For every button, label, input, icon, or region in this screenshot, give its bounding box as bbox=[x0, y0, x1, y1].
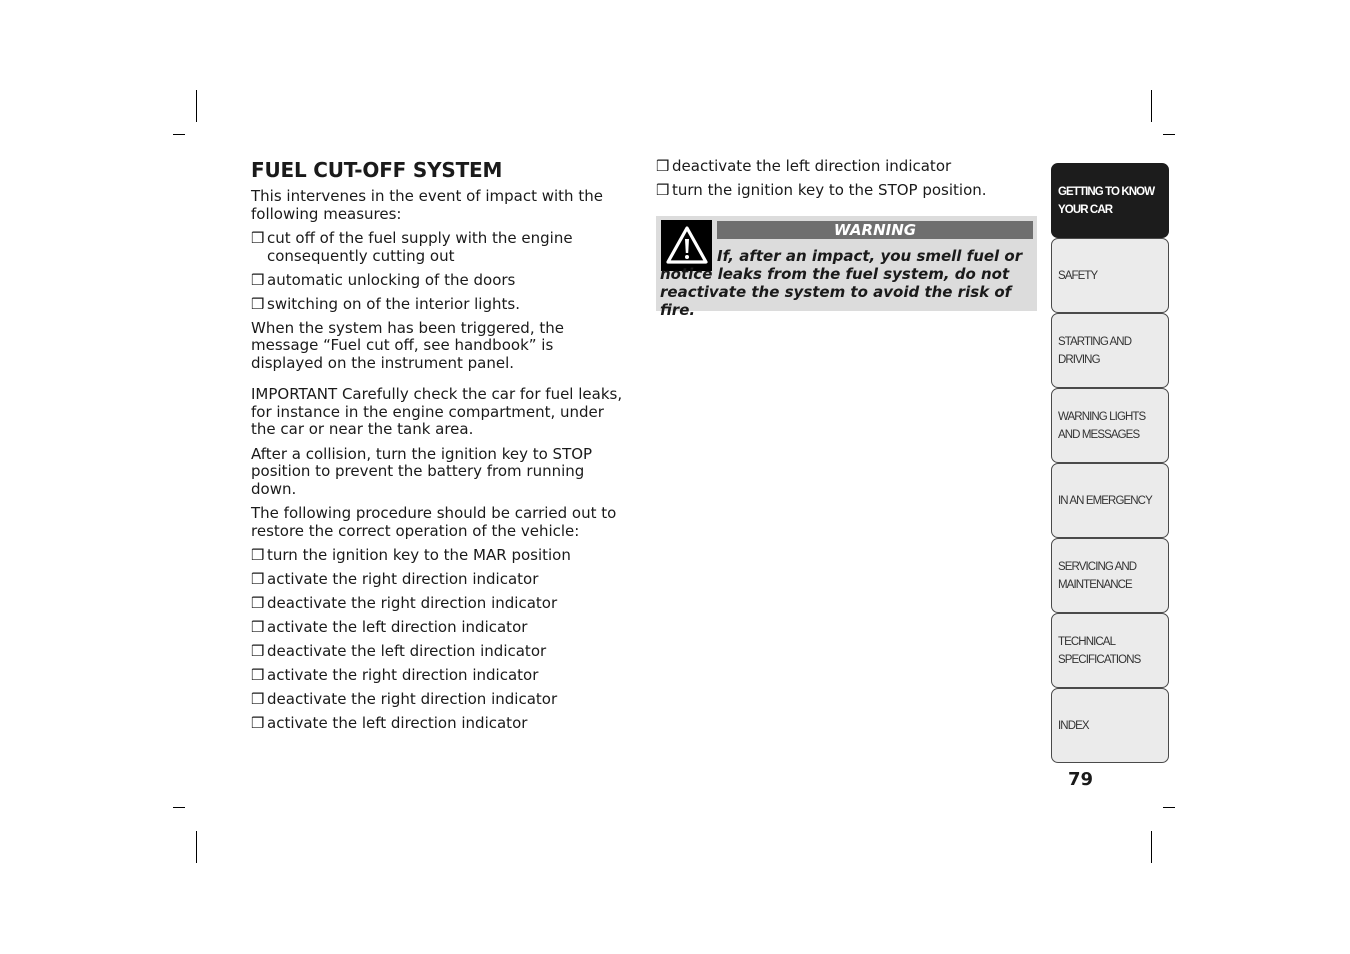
list-item-text: deactivate the right direction indicator bbox=[267, 594, 558, 612]
checkbox-bullet-icon: ❒ bbox=[251, 294, 265, 313]
list-item-text: switching on of the interior lights. bbox=[267, 294, 520, 313]
checkbox-bullet-icon: ❒ bbox=[251, 546, 265, 564]
chapter-tabs bbox=[1051, 163, 1169, 763]
crop-mark bbox=[196, 831, 197, 863]
list-item-text: deactivate the right direction indicator bbox=[267, 690, 558, 708]
collision-paragraph: After a collision, turn the ignition key to STOP position to prevent the battery from running down. bbox=[251, 444, 593, 498]
list-item-text: deactivate the left direction indicator bbox=[267, 642, 547, 660]
list-item-text: activate the left direction indicator bbox=[267, 618, 528, 636]
crop-mark bbox=[196, 90, 197, 122]
list-item bbox=[251, 595, 623, 613]
checkbox-bullet-icon: ❒ bbox=[251, 229, 265, 247]
list-item bbox=[251, 691, 623, 709]
important-paragraph: IMPORTANT Carefully check the car for fuel leaks, for instance in the engine compartment, under the car or near the tank area. bbox=[251, 385, 623, 438]
left-column bbox=[251, 158, 623, 739]
list-item bbox=[251, 643, 623, 661]
procedure-intro: The following procedure should be carried out to restore the correct operation of the vehicle: bbox=[251, 504, 617, 540]
procedure-steps-list bbox=[251, 547, 623, 733]
checkbox-bullet-icon: ❒ bbox=[251, 270, 265, 289]
list-item-text: cut off of the fuel supply with the engine consequently cutting out bbox=[267, 229, 573, 265]
chapter-tab[interactable] bbox=[1051, 463, 1169, 538]
list-item-text: activate the right direction indicator bbox=[267, 570, 539, 588]
page-number: 79 bbox=[1068, 769, 1094, 790]
list-item bbox=[251, 619, 623, 637]
list-item-text: turn the ignition key to the STOP position. bbox=[672, 181, 987, 199]
list-item bbox=[251, 715, 623, 733]
right-column bbox=[656, 157, 1038, 319]
chapter-tab-label: SAFETY bbox=[1058, 269, 1098, 282]
list-item bbox=[251, 296, 623, 314]
crop-mark bbox=[1163, 134, 1175, 135]
checkbox-bullet-icon: ❒ bbox=[656, 181, 670, 199]
chapter-tab-label: STARTING AND DRIVING bbox=[1058, 335, 1132, 366]
checkbox-bullet-icon: ❒ bbox=[251, 642, 265, 660]
chapter-tab-label: INDEX bbox=[1058, 719, 1089, 732]
checkbox-bullet-icon: ❒ bbox=[251, 570, 265, 588]
list-item bbox=[251, 272, 623, 290]
list-item bbox=[656, 182, 1038, 200]
crop-mark bbox=[1163, 807, 1175, 808]
chapter-tab-label: TECHNICAL SPECIFICATIONS bbox=[1058, 635, 1141, 666]
chapter-tab[interactable] bbox=[1051, 613, 1169, 688]
list-item bbox=[251, 667, 623, 685]
chapter-tab-label: WARNING LIGHTS AND MESSAGES bbox=[1058, 410, 1146, 441]
chapter-tab-label: IN AN EMERGENCY bbox=[1058, 494, 1152, 507]
list-item bbox=[656, 158, 1038, 176]
checkbox-bullet-icon: ❒ bbox=[251, 618, 265, 636]
section-title: FUEL CUT-OFF SYSTEM bbox=[251, 158, 503, 182]
crop-mark bbox=[173, 134, 185, 135]
list-item bbox=[251, 571, 623, 589]
warning-text: If, after an impact, you smell fuel or notice leaks from the fuel system, do not reactivate the system to avoid the risk of fire. bbox=[660, 246, 1023, 319]
list-item-text: turn the ignition key to the MAR position bbox=[267, 546, 571, 564]
chapter-tab[interactable] bbox=[1051, 688, 1169, 763]
checkbox-bullet-icon: ❒ bbox=[251, 690, 265, 708]
procedure-steps-list-continued bbox=[656, 158, 1038, 200]
checkbox-bullet-icon: ❒ bbox=[251, 666, 265, 684]
chapter-tab[interactable] bbox=[1051, 388, 1169, 463]
chapter-tab[interactable] bbox=[1051, 538, 1169, 613]
list-item bbox=[251, 547, 623, 565]
list-item-text: activate the right direction indicator bbox=[267, 666, 539, 684]
chapter-tab[interactable] bbox=[1051, 313, 1169, 388]
chapter-tab-label: GETTING TO KNOW YOUR CAR bbox=[1058, 185, 1155, 216]
warning-heading: WARNING bbox=[717, 221, 1033, 239]
measures-list bbox=[251, 230, 623, 313]
list-item-text: activate the left direction indicator bbox=[267, 714, 528, 732]
crop-mark bbox=[1151, 831, 1152, 863]
chapter-tab[interactable] bbox=[1051, 238, 1169, 313]
checkbox-bullet-icon: ❒ bbox=[251, 714, 265, 732]
chapter-tab-label: SERVICING AND MAINTENANCE bbox=[1058, 560, 1137, 591]
crop-mark bbox=[173, 807, 185, 808]
list-item-text: automatic unlocking of the doors bbox=[267, 270, 516, 289]
crop-mark bbox=[1151, 90, 1152, 122]
message-paragraph: When the system has been triggered, the message “Fuel cut off, see handbook” is displayed on the instrument panel. bbox=[251, 318, 564, 372]
warning-box bbox=[656, 216, 1037, 319]
chapter-tab[interactable] bbox=[1051, 163, 1169, 238]
list-item bbox=[251, 230, 623, 265]
intro-paragraph: This intervenes in the event of impact with the following measures: bbox=[251, 187, 603, 223]
checkbox-bullet-icon: ❒ bbox=[656, 157, 670, 175]
list-item-text: deactivate the left direction indicator bbox=[672, 157, 952, 175]
checkbox-bullet-icon: ❒ bbox=[251, 594, 265, 612]
